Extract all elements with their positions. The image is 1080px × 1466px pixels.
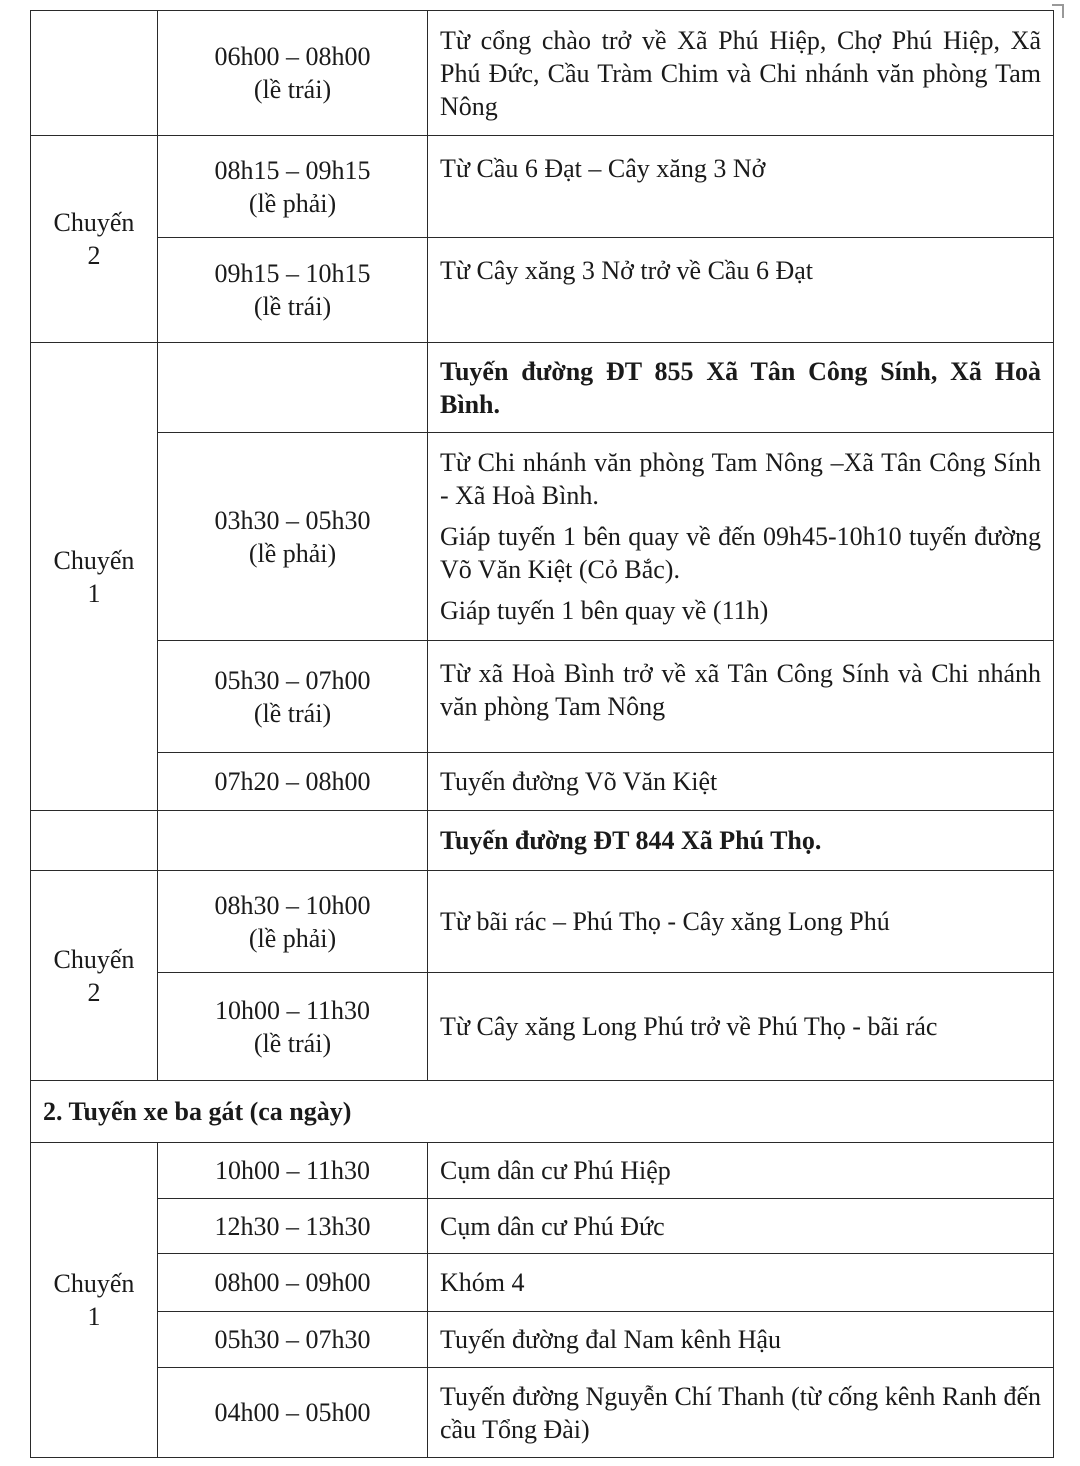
time-range: 03h30 – 05h30 (214, 505, 371, 535)
shift-cell (31, 871, 158, 1081)
road-side: (lề phải) (248, 923, 337, 953)
time-cell: 04h00 – 05h00 (158, 1368, 428, 1458)
collection-schedule-table (30, 10, 1054, 1458)
route-cell: Từ Cây xăng Long Phú trở về Phú Thọ - bãi rác (428, 973, 1054, 1081)
time-range: 06h00 – 08h00 (214, 42, 371, 71)
time-cell (158, 753, 428, 811)
road-side: (lề trái) (253, 698, 332, 728)
route-cell: Khóm 4 (428, 1254, 1054, 1312)
shift-label: Chuyến (53, 1269, 135, 1298)
table-row (31, 1199, 1054, 1254)
route-cell: Từ cổng chào trở về Xã Phú Hiệp, Chợ Phú Hiệp, Xã Phú Đức, Cầu Tràm Chim và Chi nhánh văn phòng Tam Nông (428, 11, 1054, 136)
time-cell (158, 641, 428, 753)
time-cell (158, 871, 428, 973)
time-cell (158, 343, 428, 433)
time-cell (158, 973, 428, 1081)
time-cell (158, 433, 428, 641)
table-row (31, 433, 1054, 641)
table-row (31, 136, 1054, 238)
shift-cell (31, 11, 158, 136)
route-heading: Tuyến đường ĐT 844 Xã Phú Thọ. (428, 811, 1054, 871)
time-cell (158, 11, 428, 136)
table-row (31, 238, 1054, 343)
route-cell: Từ xã Hoà Bình trở về xã Tân Công Sính và Chi nhánh văn phòng Tam Nông (428, 641, 1054, 753)
route-cell: Tuyến đường đal Nam kênh Hậu (428, 1312, 1054, 1368)
table-row (31, 1312, 1054, 1368)
road-side: (lề phải) (248, 538, 337, 568)
table-row (31, 973, 1054, 1081)
table-row (31, 1254, 1054, 1312)
shift-number: 1 (87, 578, 101, 608)
shift-number: 1 (87, 1302, 101, 1331)
shift-cell (31, 343, 158, 811)
route-paragraph: Giáp tuyến 1 bên quay về đến 09h45-10h10 tuyến đường Võ Văn Kiệt (Cỏ Bắc). (440, 522, 1041, 584)
shift-label: Chuyến (53, 944, 135, 974)
table-row (31, 641, 1054, 753)
table-row (31, 1368, 1054, 1458)
time-cell: 10h00 – 11h30 (158, 1143, 428, 1199)
route-paragraph: Giáp tuyến 1 bên quay về (11h) (440, 596, 769, 625)
route-cell: Cụm dân cư Phú Đức (428, 1199, 1054, 1254)
shift-label: Chuyến (53, 545, 135, 575)
road-side: (lề trái) (253, 1028, 332, 1058)
route-cell: Từ bãi rác – Phú Thọ - Cây xăng Long Phú (428, 871, 1054, 973)
shift-cell (31, 811, 158, 871)
table-row (31, 811, 1054, 871)
table-row (31, 871, 1054, 973)
shift-label: Chuyến (53, 208, 135, 237)
time-range: 09h15 – 10h15 (214, 259, 371, 288)
route-paragraph: Từ Chi nhánh văn phòng Tam Nông –Xã Tân Công Sính - Xã Hoà Bình. (440, 448, 1041, 510)
time-cell (158, 238, 428, 343)
table-row (31, 1081, 1054, 1143)
table-row (31, 753, 1054, 811)
time-range: 10h00 – 11h30 (214, 995, 371, 1025)
time-range: 05h30 – 07h00 (214, 665, 371, 695)
route-cell: Cụm dân cư Phú Hiệp (428, 1143, 1054, 1199)
road-side: (lề phải) (248, 188, 337, 218)
section-title: 2. Tuyến xe ba gát (ca ngày) (31, 1081, 1054, 1143)
table-row (31, 11, 1054, 136)
time-range: 07h20 – 08h00 (214, 767, 371, 796)
route-heading: Tuyến đường ĐT 855 Xã Tân Công Sính, Xã Hoà Bình. (428, 343, 1054, 433)
time-cell: 05h30 – 07h30 (158, 1312, 428, 1368)
shift-number: 2 (87, 977, 101, 1007)
route-cell (428, 433, 1054, 641)
time-cell: 08h00 – 09h00 (158, 1254, 428, 1312)
road-side: (lề trái) (253, 292, 332, 321)
route-cell: Tuyến đường Nguyễn Chí Thanh (từ cống kênh Ranh đến cầu Tổng Đài) (428, 1368, 1054, 1458)
table-row (31, 1143, 1054, 1199)
time-cell: 12h30 – 13h30 (158, 1199, 428, 1254)
route-cell: Tuyến đường Võ Văn Kiệt (428, 753, 1054, 811)
route-cell: Từ Cầu 6 Đạt – Cây xăng 3 Nở (428, 136, 1054, 238)
shift-cell (31, 1143, 158, 1458)
route-cell: Từ Cây xăng 3 Nở trở về Cầu 6 Đạt (428, 238, 1054, 343)
shift-number: 2 (87, 241, 101, 270)
time-cell (158, 811, 428, 871)
shift-cell (31, 136, 158, 343)
time-cell (158, 136, 428, 238)
time-range: 08h30 – 10h00 (214, 890, 371, 920)
table-row (31, 343, 1054, 433)
time-range: 08h15 – 09h15 (214, 155, 371, 185)
road-side: (lề trái) (253, 75, 332, 104)
